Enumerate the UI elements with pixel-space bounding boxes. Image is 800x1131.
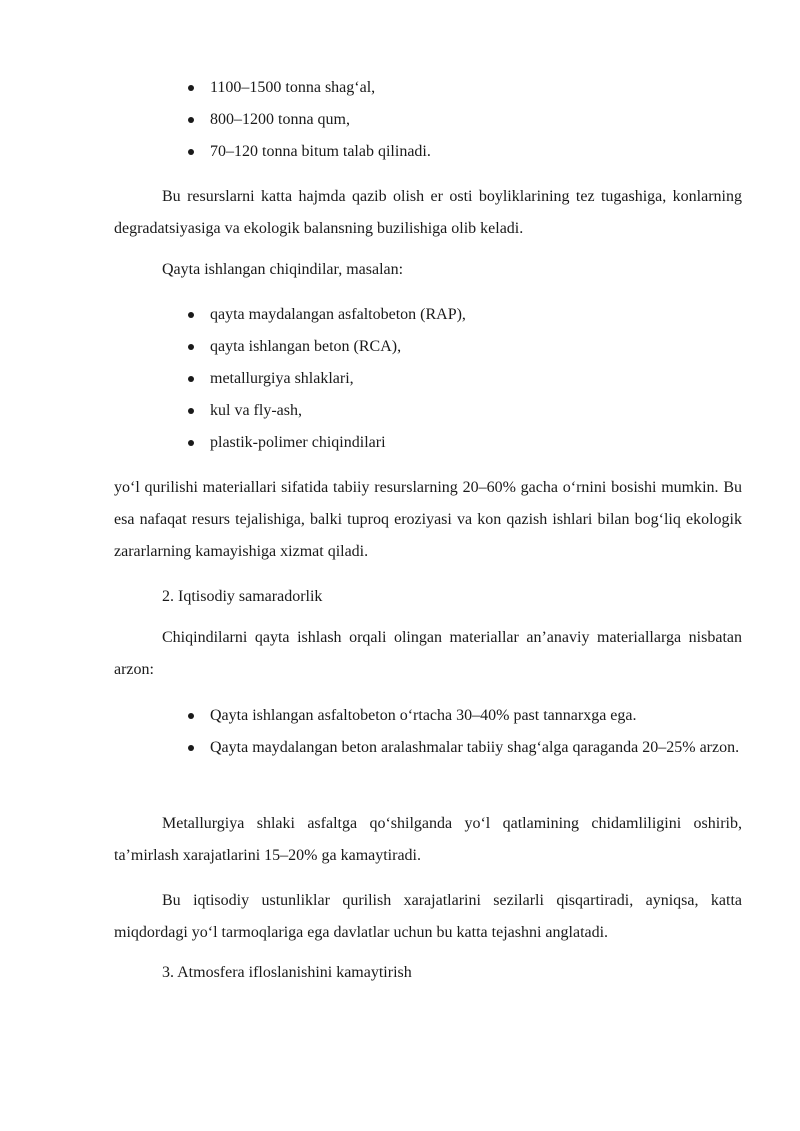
- paragraph-resource-depletion: Bu resurslarni katta hajmda qazib olish er osti boyliklarining tez tugashiga, konlarning degradatsiyasiga va ekologik balansning buzilishiga olib keladi.: [114, 188, 742, 237]
- bullet-icon: [188, 117, 194, 123]
- paragraph-cost-intro: Chiqindilarni qayta ishlash orqali olingan materiallar an’anaviy materiallarga nisbatan arzon:: [114, 629, 742, 678]
- list-item: plastik-polimer chiqindilari: [188, 427, 748, 459]
- bullet-icon: [188, 85, 194, 91]
- list-item: qayta maydalangan asfaltobeton (RAP),: [188, 299, 748, 331]
- list-item: Qayta maydalangan beton aralashmalar tabiiy shag‘alga qaraganda 20–25% arzon.: [188, 732, 743, 764]
- material-requirements-list: [188, 72, 748, 168]
- bullet-icon: [188, 713, 194, 719]
- list-item: qayta ishlangan beton (RCA),: [188, 331, 748, 363]
- list-item: 70–120 tonna bitum talab qilinadi.: [188, 136, 748, 168]
- paragraph-economic-advantages: Bu iqtisodiy ustunliklar qurilish xarajatlarini sezilarli qisqartiradi, ayniqsa, katta miqdordagi yo‘l tarmoqlariga ega davlatlar uchun bu katta tejashni anglatadi.: [114, 892, 742, 941]
- list-item: 1100–1500 tonna shag‘al,: [188, 72, 748, 104]
- bullet-icon: [188, 440, 194, 446]
- list-item: 800–1200 tonna qum,: [188, 104, 748, 136]
- list-item: Qayta ishlangan asfaltobeton o‘rtacha 30–40% past tannarxga ega.: [188, 700, 743, 732]
- bullet-icon: [188, 344, 194, 350]
- paragraph-resource-substitution: yo‘l qurilishi materiallari sifatida tabiiy resurslarning 20–60% gacha o‘rnini bosishi mumkin. Bu esa nafaqat resurs tejalishiga, balki tuproq eroziyasi va kon qazish ishlari bilan bog‘liq ekologik zararlarning kamayishiga xizmat qiladi.: [114, 479, 742, 560]
- list-item: metallurgiya shlaklari,: [188, 363, 748, 395]
- bullet-icon: [188, 149, 194, 155]
- bullet-icon: [188, 408, 194, 414]
- section-heading-atmosphere: 3. Atmosfera ifloslanishini kamaytirish: [162, 964, 412, 981]
- cost-savings-list: [188, 700, 743, 764]
- paragraph-recycled-waste-intro: Qayta ishlangan chiqindilar, masalan:: [162, 261, 404, 278]
- list-item: kul va fly-ash,: [188, 395, 748, 427]
- bullet-icon: [188, 312, 194, 318]
- bullet-icon: [188, 376, 194, 382]
- bullet-icon: [188, 745, 194, 751]
- recycled-waste-list: [188, 299, 748, 459]
- section-heading-economic: 2. Iqtisodiy samaradorlik: [162, 588, 323, 605]
- paragraph-slag-benefits: Metallurgiya shlaki asfaltga qo‘shilganda yo‘l qatlamining chidamliligini oshirib, ta’mirlash xarajatlarini 15–20% ga kamaytiradi.: [114, 815, 742, 864]
